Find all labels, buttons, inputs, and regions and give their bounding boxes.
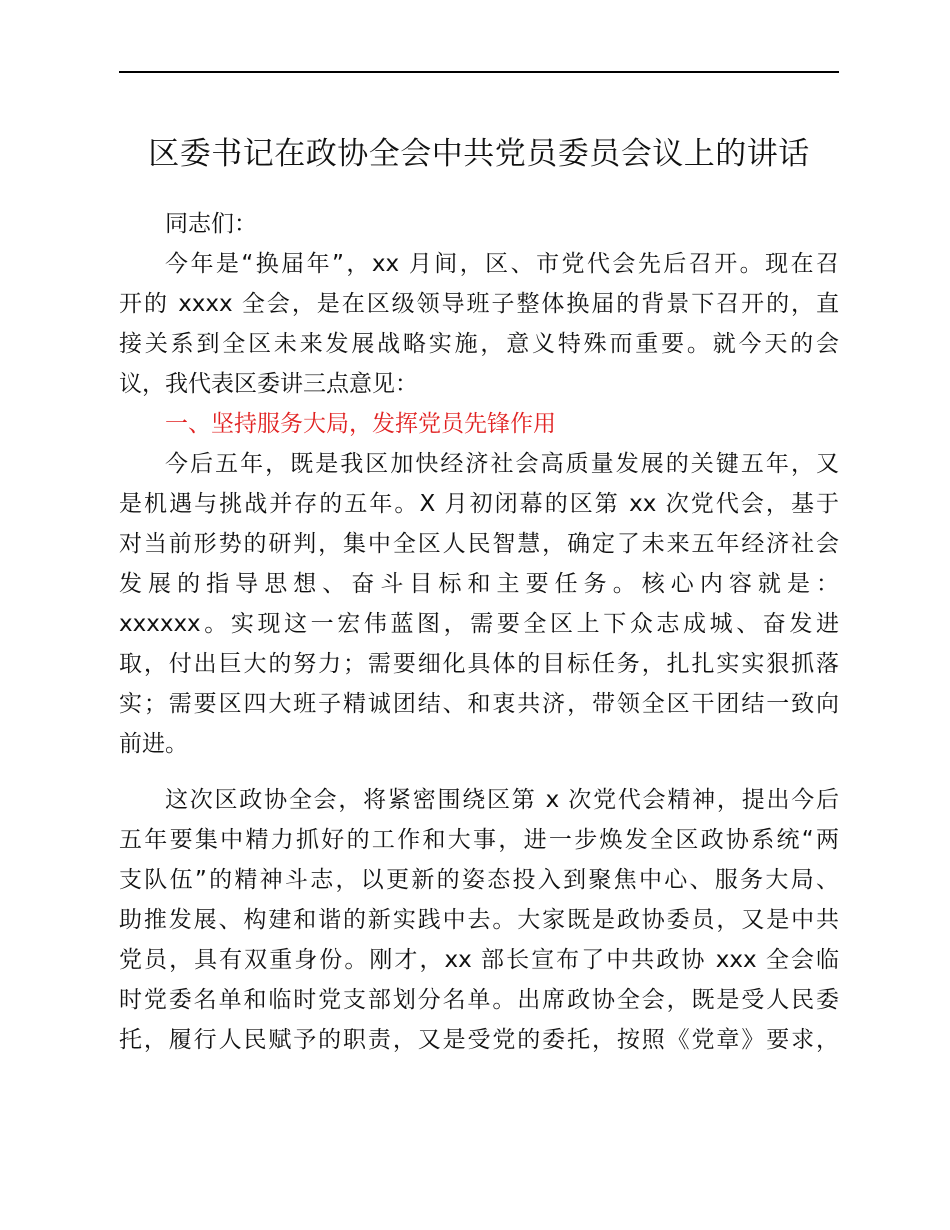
paragraph-line: 支队伍”的精神斗志，以更新的姿态投入到聚焦中心、服务大局、 — [119, 867, 839, 893]
salutation-line: 同志们： — [165, 211, 257, 237]
paragraph-line: 前进。 — [119, 731, 188, 757]
paragraph-line: 今后五年，既是我区加快经济社会高质量发展的关键五年，又 — [165, 451, 839, 477]
paragraph-line: 开的 xxxx 全会，是在区级领导班子整体换届的背景下召开的，直 — [119, 291, 839, 317]
paragraph-gap — [119, 764, 839, 780]
paragraph-line: 取，付出巨大的努力；需要细化具体的目标任务，扎扎实实狠抓落 — [119, 651, 839, 677]
paragraph-line: 实；需要区四大班子精诚团结、和衷共济，带领全区干团结一致向 — [119, 691, 839, 717]
paragraph-line: 助推发展、构建和谐的新实践中去。大家既是政协委员，又是中共 — [119, 907, 839, 933]
section-heading: 一、坚持服务大局，发挥党员先锋作用 — [165, 411, 556, 437]
paragraph-line: 托，履行人民赋予的职责，又是受党的委托，按照《党章》要求， — [119, 1027, 839, 1053]
header-rule — [119, 71, 839, 73]
paragraph-line: 议，我代表区委讲三点意见： — [119, 371, 418, 397]
paragraph-line: xxxxxx。实现这一宏伟蓝图，需要全区上下众志成城、奋发进 — [119, 611, 839, 637]
paragraph-line: 时党委名单和临时党支部划分名单。出席政协全会，既是受人民委 — [119, 987, 839, 1013]
document-body — [119, 204, 839, 1060]
paragraph-line: 党员，具有双重身份。刚才，xx 部长宣布了中共政协 xxx 全会临 — [119, 947, 839, 973]
paragraph-line: 今年是“换届年”，xx 月间，区、市党代会先后召开。现在召 — [165, 251, 839, 277]
paragraph-line: 这次区政协全会，将紧密围绕区第 x 次党代会精神，提出今后 — [165, 787, 839, 813]
paragraph-line: 五年要集中精力抓好的工作和大事，进一步焕发全区政协系统“两 — [119, 827, 839, 853]
paragraph-line: 接关系到全区未来发展战略实施，意义特殊而重要。就今天的会 — [119, 331, 839, 357]
document-title: 区委书记在政协全会中共党员委员会议上的讲话 — [148, 136, 810, 172]
paragraph-line: 发展的指导思想、奋斗目标和主要任务。核心内容就是： — [119, 571, 839, 597]
paragraph-line: 是机遇与挑战并存的五年。X 月初闭幕的区第 xx 次党代会，基于 — [119, 491, 839, 517]
paragraph-line: 对当前形势的研判，集中全区人民智慧，确定了未来五年经济社会 — [119, 531, 839, 557]
